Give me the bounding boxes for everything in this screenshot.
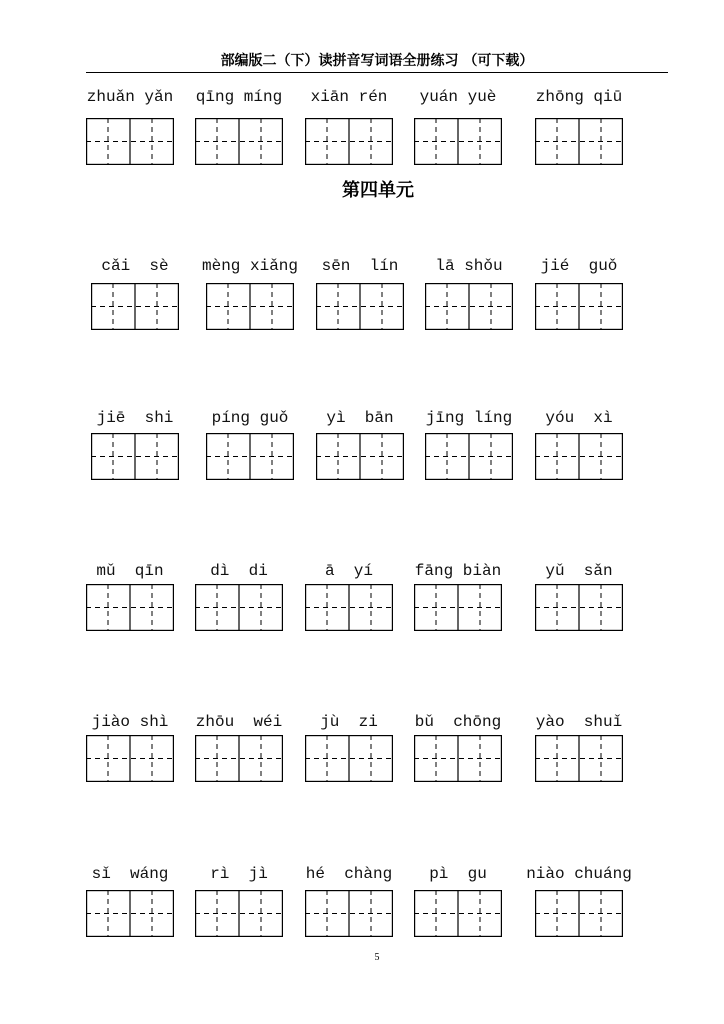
pinyin-label: yào shuǐ: [535, 713, 623, 731]
writing-box-pair: [305, 890, 393, 937]
pinyin-label: pì gu: [429, 865, 487, 883]
writing-box-pair: [414, 735, 502, 782]
pinyin-label: bǔ chōng: [414, 713, 502, 731]
pinyin-label: xiān rén: [310, 88, 388, 106]
pinyin-label: sǐ wáng: [91, 865, 169, 883]
writing-box-pair: [206, 283, 294, 330]
writing-box-pair: [535, 433, 623, 480]
writing-box-pair: [414, 890, 502, 937]
pinyin-label: píng guǒ: [211, 409, 289, 427]
section-title: 第四单元: [342, 180, 414, 201]
pinyin-label: lā shǒu: [435, 257, 503, 275]
writing-box-pair: [414, 118, 502, 165]
pinyin-label: yuán yuè: [419, 88, 497, 106]
pinyin-label: qīng míng: [195, 88, 283, 106]
pinyin-label: jīng líng: [425, 409, 513, 427]
writing-box-pair: [195, 118, 283, 165]
writing-box-pair: [91, 283, 179, 330]
writing-box-pair: [86, 584, 174, 631]
writing-box-pair: [91, 433, 179, 480]
writing-box-pair: [414, 584, 502, 631]
writing-box-pair: [195, 735, 283, 782]
writing-box-pair: [206, 433, 294, 480]
writing-box-pair: [195, 584, 283, 631]
writing-box-pair: [535, 283, 623, 330]
pinyin-label: fāng biàn: [414, 562, 502, 580]
page-header-title: 部编版二（下）读拼音写词语全册练习 （可下载）: [220, 53, 534, 69]
pinyin-label: yóu xì: [545, 409, 613, 427]
pinyin-label: jiào shì: [91, 713, 169, 731]
writing-box-pair: [86, 890, 174, 937]
writing-box-pair: [316, 433, 404, 480]
writing-box-pair: [305, 584, 393, 631]
writing-box-pair: [535, 118, 623, 165]
writing-box-pair: [305, 735, 393, 782]
writing-box-pair: [535, 890, 623, 937]
writing-box-pair: [86, 118, 174, 165]
pinyin-label: jiē shi: [96, 409, 174, 427]
header-divider: [86, 72, 668, 73]
writing-box-pair: [305, 118, 393, 165]
pinyin-label: hé chàng: [305, 865, 393, 883]
pinyin-label: rì jì: [210, 865, 268, 883]
pinyin-label: cǎi sè: [101, 257, 169, 275]
pinyin-label: zhōu wéi: [195, 713, 283, 731]
pinyin-label: mǔ qīn: [96, 562, 164, 580]
pinyin-label: niào chuáng: [526, 865, 632, 883]
writing-box-pair: [535, 584, 623, 631]
pinyin-label: yǔ sǎn: [545, 562, 613, 580]
writing-box-pair: [425, 433, 513, 480]
pinyin-label: mèng xiǎng: [201, 257, 298, 275]
writing-box-pair: [86, 735, 174, 782]
pinyin-label: yì bān: [326, 409, 394, 427]
pinyin-label: sēn lín: [321, 257, 399, 275]
page-number: 5: [374, 952, 380, 963]
pinyin-label: ā yí: [324, 562, 373, 580]
pinyin-label: jié guǒ: [540, 257, 618, 275]
writing-box-pair: [316, 283, 404, 330]
writing-box-pair: [425, 283, 513, 330]
pinyin-label: zhōng qiū: [535, 88, 623, 106]
writing-box-pair: [535, 735, 623, 782]
pinyin-label: jù zi: [320, 713, 378, 731]
writing-box-pair: [195, 890, 283, 937]
pinyin-label: zhuǎn yǎn: [86, 88, 174, 106]
pinyin-label: dì di: [210, 562, 268, 580]
